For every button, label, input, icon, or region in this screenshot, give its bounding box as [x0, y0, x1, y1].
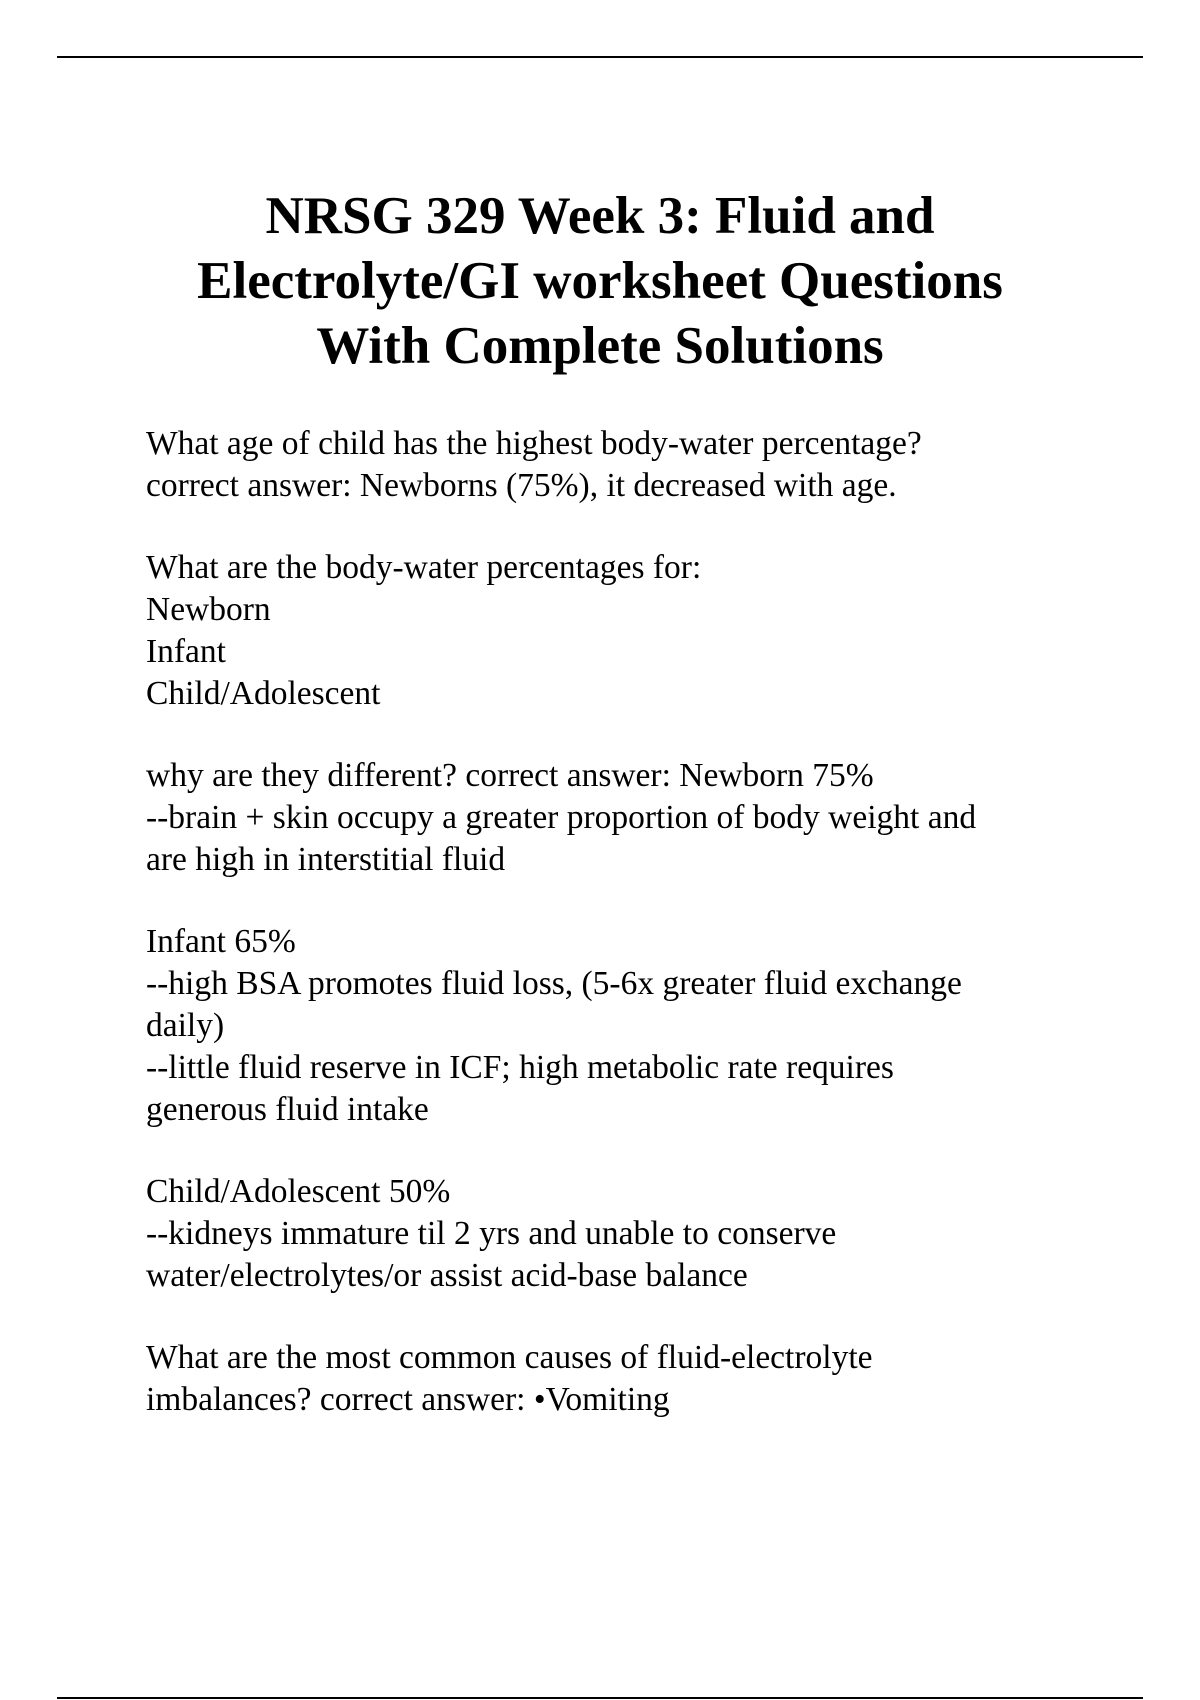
text-line: water/electrolytes/or assist acid-base balance: [146, 1257, 748, 1294]
document-title: [100, 184, 1100, 379]
question-water-percentages: [146, 547, 1106, 715]
text-line: generous fluid intake: [146, 1091, 429, 1128]
text-line: Child/Adolescent 50%: [146, 1173, 451, 1210]
text-line: Infant: [146, 633, 226, 670]
text-line: Infant 65%: [146, 923, 296, 960]
text-line: --little fluid reserve in ICF; high metabolic rate requires: [146, 1049, 894, 1086]
title-line: With Complete Solutions: [316, 317, 884, 375]
answer-newborn: [146, 755, 1106, 881]
header-rule: [57, 56, 1143, 58]
text-line: What age of child has the highest body-water percentage?: [146, 425, 922, 462]
text-line: Newborn: [146, 591, 271, 628]
text-line: --kidneys immature til 2 yrs and unable to conserve: [146, 1215, 837, 1252]
text-line: What are the body-water percentages for:: [146, 549, 702, 586]
title-line: NRSG 329 Week 3: Fluid and: [265, 187, 935, 245]
text-line: correct answer: Newborns (75%), it decreased with age.: [146, 467, 897, 504]
text-line: why are they different? correct answer: Newborn 75%: [146, 757, 874, 794]
title-line: Electrolyte/GI worksheet Questions: [197, 252, 1003, 310]
text-line: --brain + skin occupy a greater proportion of body weight and: [146, 799, 977, 836]
text-line: Child/Adolescent: [146, 675, 381, 712]
text-line: --high BSA promotes fluid loss, (5-6x greater fluid exchange: [146, 965, 962, 1002]
question-common-causes: [146, 1337, 1106, 1421]
text-line: imbalances? correct answer: •Vomiting: [146, 1381, 670, 1418]
answer-infant: [146, 921, 1106, 1131]
footer-rule: [57, 1697, 1143, 1699]
document-body: [146, 423, 1106, 1461]
text-line: are high in interstitial fluid: [146, 841, 506, 878]
answer-child-adolescent: [146, 1171, 1106, 1297]
question-age-highest-water: [146, 423, 1106, 507]
text-line: daily): [146, 1007, 225, 1044]
text-line: What are the most common causes of fluid-electrolyte: [146, 1339, 873, 1376]
